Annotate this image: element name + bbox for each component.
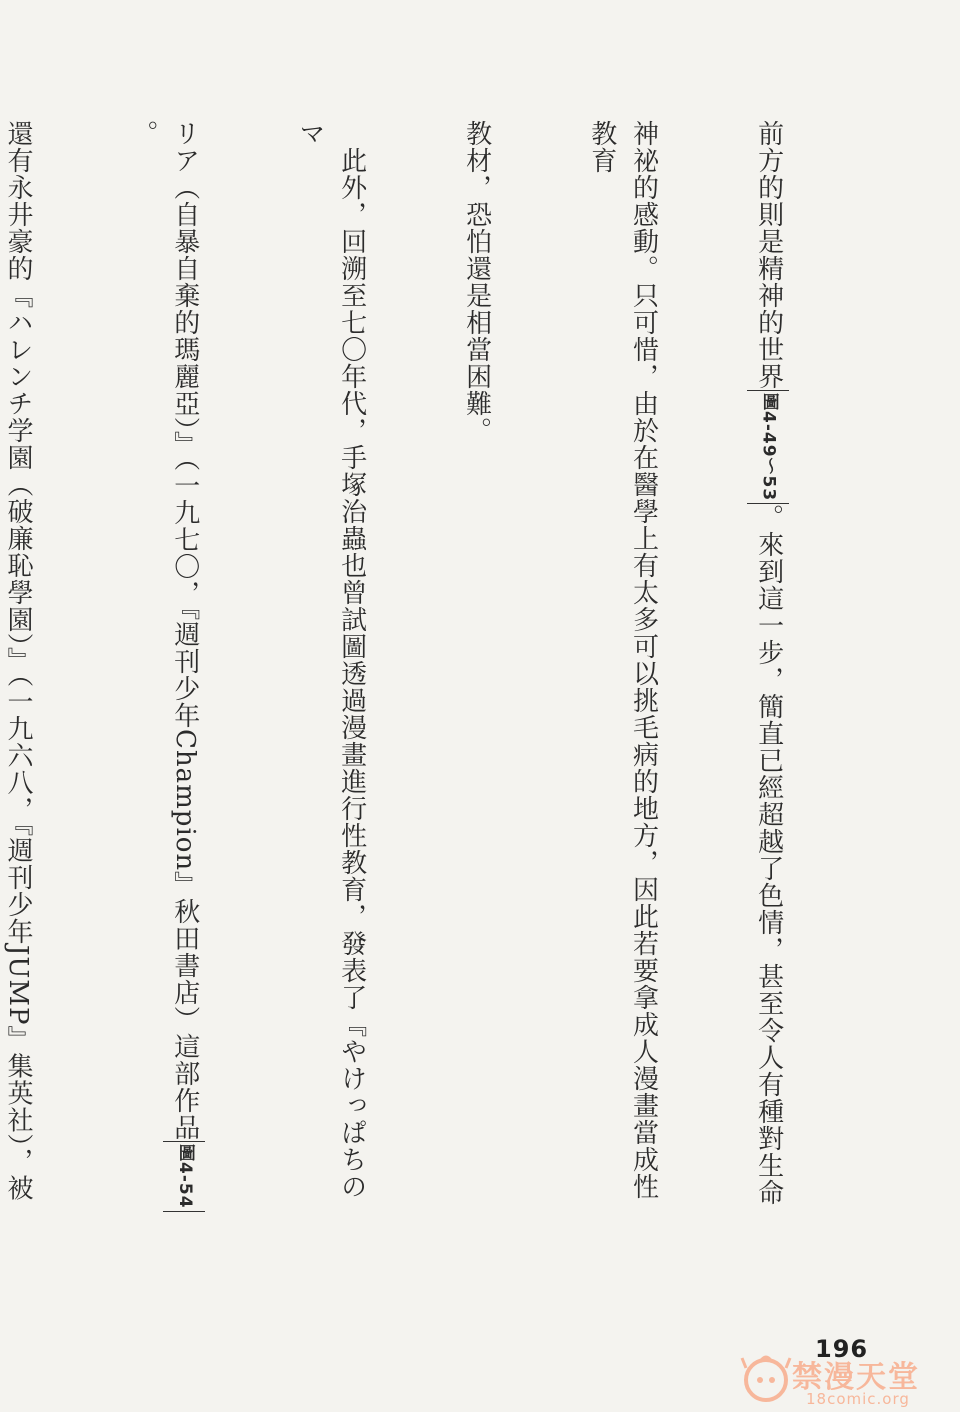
vertical-text-block — [0, 120, 872, 1220]
watermark-url: 18comic.org — [806, 1390, 910, 1408]
text-line: リア（自暴自棄的瑪麗亞）』（一九七〇，『週刊少年Champion』秋田書店）這部作品圖4-54。 — [121, 120, 204, 1220]
figure-reference: 圖4-49～53 — [747, 390, 789, 504]
page-number: 196 — [815, 1335, 869, 1363]
text-line: 此外，回溯至七〇年代，手塚治蟲也曾試圖透過漫畫進行性教育，發表了『やけっぱちのマ — [294, 120, 367, 1200]
text-line: 教材，恐怕還是相當困難。 — [461, 120, 492, 444]
watermark — [740, 1350, 950, 1410]
text-line: 神祕的感動。只可惜，由於在醫學上有太多可以挑毛病的地方，因此若要拿成人漫畫當成性教育 — [586, 120, 659, 1200]
watermark-brand: 禁漫天堂 — [792, 1360, 920, 1395]
text-line: 還有永井豪的『ハレンチ学園（破廉恥學園）』（一九六八，『週刊少年JUMP』集英社），被 — [2, 120, 33, 1202]
text-line: 前方的則是精神的世界圖4-49～53。來到這一步，簡直已經超越了色情，甚至令人有種對生命 — [747, 120, 789, 1220]
mascot-logo-icon — [740, 1350, 792, 1406]
figure-reference: 圖4-54 — [163, 1141, 205, 1212]
